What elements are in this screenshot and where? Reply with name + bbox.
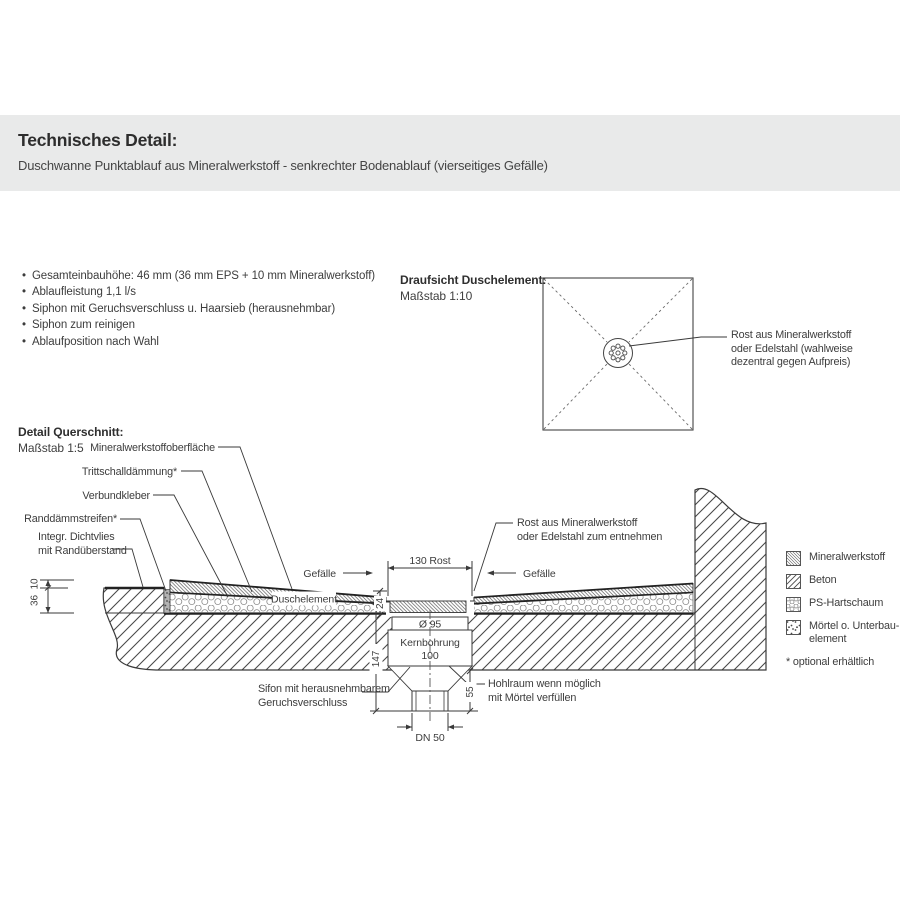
plan-view-scale: Maßstab 1:10: [400, 289, 473, 303]
element-label: Duschelement: [271, 593, 337, 606]
cross-section-drawing: [30, 447, 767, 744]
feature-item: • Siphon mit Geruchsverschluss u. Haarsieb (herausnehmbar): [22, 301, 375, 317]
edge-insulation-strip: [164, 590, 170, 614]
feature-item: • Ablaufposition nach Wahl: [22, 334, 375, 350]
label-sealing-fleece: Integr. Dichtvlies mit Randüberstand: [38, 531, 127, 557]
page-subtitle: Duschwanne Punktablauf aus Mineralwerkstoff - senkrechter Bodenablauf (vierseitiges Gefälle): [18, 158, 548, 173]
cross-section-scale: Maßstab 1:5: [18, 441, 84, 455]
label-cavity-mortar: Hohlraum wenn möglich mit Mörtel verfüllen: [488, 678, 601, 704]
core-drill-value: 100: [421, 650, 439, 662]
label-grate-removable: Rost aus Mineralwerkstoff oder Edelstahl zum entnehmen: [517, 517, 663, 543]
plan-drain-grate-icon: [604, 339, 633, 368]
dim-147: 147: [371, 650, 382, 668]
label-adhesive: Verbundkleber: [82, 490, 150, 502]
legend-item: Mineralwerkstoff: [786, 551, 900, 566]
dim-55: 55: [465, 686, 476, 698]
label-siphon: Sifon mit herausnehmbarem Geruchsverschluss: [258, 683, 390, 709]
plan-view-title: Draufsicht Duschelement:: [400, 273, 547, 287]
plan-grate-annotation: Rost aus Mineralwerkstoff oder Edelstahl (wahlweise dezentral gegen Aufpreis): [731, 329, 853, 369]
dim-36: 36: [29, 595, 41, 606]
slope-label-right: Gefälle: [523, 568, 556, 580]
dim-dn50: DN 50: [415, 732, 445, 744]
label-impact-insulation: Trittschalldämmung*: [81, 466, 177, 478]
legend-footnote: * optional erhältlich: [786, 656, 875, 668]
grate-section: [390, 601, 466, 613]
page-title: Technisches Detail:: [18, 130, 178, 150]
legend-item: PS-Hartschaum: [786, 597, 900, 612]
plan-grate-leader-line: [629, 337, 727, 346]
plan-view-drawing: [543, 278, 727, 430]
feature-item: • Siphon zum reinigen: [22, 317, 375, 333]
slope-label-left: Gefälle: [303, 568, 336, 580]
core-drill-label: Kernbohrung: [400, 637, 460, 649]
legend-item: Mörtel o. Unterbau-element: [786, 620, 900, 646]
dim-10: 10: [29, 578, 41, 590]
label-edge-strip: Randdämmstreifen*: [24, 513, 117, 525]
dim-130-rost: 130 Rost: [409, 555, 451, 567]
label-mineral-surface: Mineralwerkstoffoberfläche: [90, 442, 215, 454]
legend-item: Beton: [786, 574, 900, 589]
feature-item: • Gesamteinbauhöhe: 46 mm (36 mm EPS + 10 mm Mineralwerkstoff): [22, 268, 375, 284]
dim-diameter-95: Ø 95: [418, 618, 442, 631]
dim-24: 24: [375, 598, 386, 609]
feature-item: • Ablaufleistung 1,1 l/s: [22, 284, 375, 300]
cross-section-title: Detail Querschnitt:: [18, 425, 124, 439]
